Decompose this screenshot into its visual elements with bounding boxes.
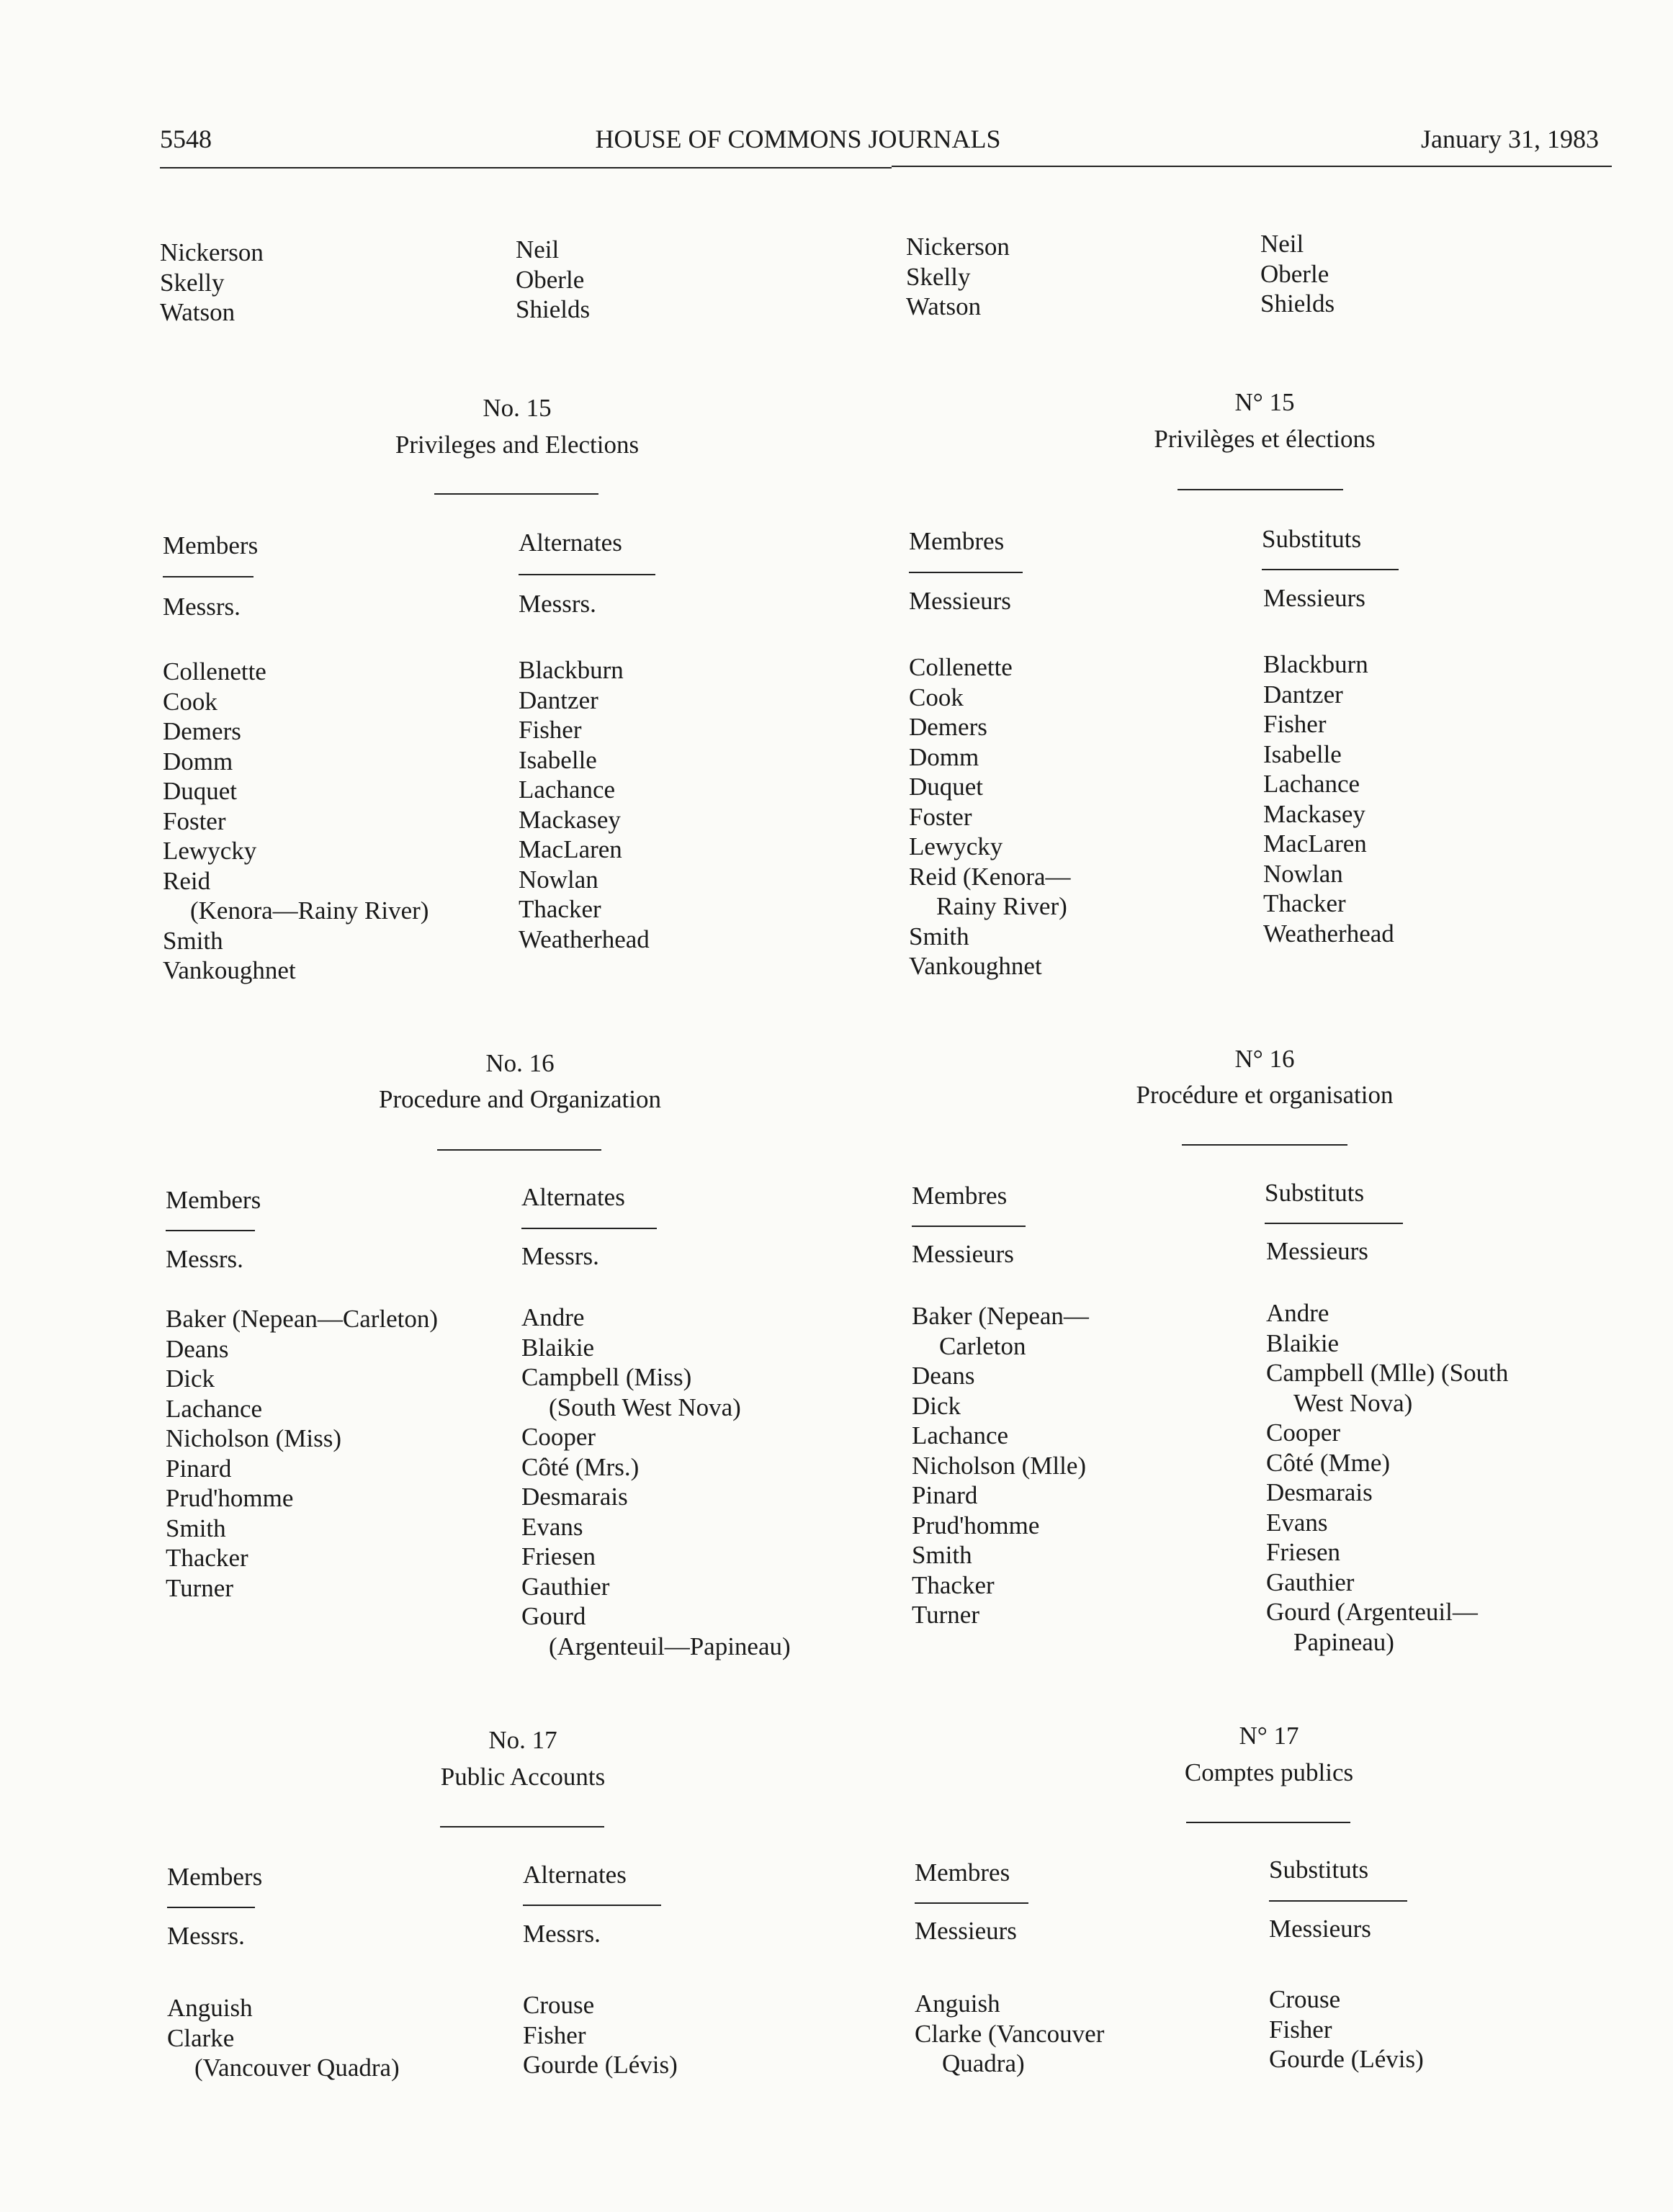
member-list-fr bbox=[915, 1989, 1104, 2079]
list-item: Lachance bbox=[519, 775, 616, 804]
column-rule bbox=[1265, 1223, 1403, 1224]
list-item: Blackburn bbox=[1263, 650, 1368, 678]
list-item: Crouse bbox=[1269, 1985, 1341, 2013]
committee-number-en: No. 17 bbox=[488, 1726, 557, 1754]
list-item: Lewycky bbox=[163, 837, 257, 865]
list-item: Blackburn bbox=[519, 656, 624, 684]
honorific-en: Messrs. bbox=[519, 590, 596, 618]
list-item: Isabelle bbox=[519, 745, 597, 774]
member-list-en bbox=[167, 1993, 400, 2083]
column-rule bbox=[519, 574, 655, 575]
alternate-list-fr bbox=[1263, 649, 1394, 948]
list-item: Lachance bbox=[912, 1421, 1009, 1449]
list-item: Rainy River) bbox=[936, 892, 1067, 920]
list-item: Smith bbox=[909, 922, 969, 950]
list-item: Thacker bbox=[166, 1544, 248, 1572]
column-rule bbox=[167, 1907, 255, 1908]
list-item: Watson bbox=[906, 292, 982, 320]
honorific-fr: Messieurs bbox=[1269, 1915, 1371, 1943]
list-item: Evans bbox=[1266, 1508, 1328, 1537]
page-date: January 31, 1983 bbox=[1421, 125, 1599, 153]
list-item: Blaikie bbox=[1266, 1328, 1340, 1357]
list-item: Smith bbox=[166, 1514, 226, 1542]
list-item: Nickerson bbox=[160, 238, 264, 266]
list-item: Domm bbox=[909, 742, 979, 771]
committee-title-fr: Comptes publics bbox=[1184, 1758, 1354, 1786]
column-header-substituts: Substituts bbox=[1269, 1856, 1369, 1884]
list-item: Fisher bbox=[523, 2020, 586, 2049]
column-header-membres: Membres bbox=[915, 1858, 1010, 1887]
list-item: Cooper bbox=[521, 1423, 596, 1451]
list-item: Andre bbox=[1266, 1299, 1329, 1327]
title-rule bbox=[1178, 489, 1343, 490]
list-item: Mackasey bbox=[519, 805, 621, 834]
list-item: Baker (Nepean—Carleton) bbox=[166, 1305, 439, 1333]
list-item: Fisher bbox=[1263, 710, 1327, 738]
list-item: Campbell (Mlle) (South bbox=[1266, 1359, 1509, 1387]
list-item: Dantzer bbox=[1263, 680, 1343, 709]
list-item: Mackasey bbox=[1263, 799, 1365, 828]
list-item: Deans bbox=[912, 1362, 975, 1390]
column-rule bbox=[909, 572, 1023, 573]
list-item: Nowlan bbox=[1263, 859, 1343, 888]
committee-number-en: No. 15 bbox=[483, 394, 552, 422]
list-item: Clarke bbox=[167, 2023, 235, 2052]
member-list-en bbox=[166, 1304, 438, 1603]
continuation-membres-fr bbox=[906, 232, 1010, 322]
list-item: Duquet bbox=[909, 773, 984, 801]
committee-title-fr: Privilèges et élections bbox=[1154, 425, 1376, 453]
column-rule bbox=[166, 1230, 255, 1231]
committee-number-fr: N° 17 bbox=[1239, 1722, 1299, 1750]
list-item: Baker (Nepean— bbox=[912, 1302, 1089, 1330]
list-item: Blaikie bbox=[521, 1333, 595, 1362]
list-item: Nickerson bbox=[906, 233, 1010, 261]
honorific-en: Messrs. bbox=[166, 1245, 243, 1273]
list-item: Reid (Kenora— bbox=[909, 862, 1071, 891]
column-rule bbox=[1269, 1900, 1407, 1902]
list-item: MacLaren bbox=[1263, 830, 1367, 858]
column-header-alternates: Alternates bbox=[523, 1861, 627, 1889]
alternate-list-fr bbox=[1269, 1984, 1424, 2074]
list-item: Campbell (Miss) bbox=[521, 1363, 692, 1391]
list-item: Lewycky bbox=[909, 832, 1003, 860]
committee-title-en: Public Accounts bbox=[440, 1763, 606, 1791]
column-rule bbox=[1262, 569, 1399, 570]
column-rule bbox=[912, 1226, 1026, 1227]
list-item: Gauthier bbox=[1266, 1568, 1355, 1596]
member-list-fr bbox=[912, 1301, 1089, 1630]
list-item: Fisher bbox=[519, 716, 582, 744]
column-header-membres: Membres bbox=[909, 527, 1005, 555]
list-item: Smith bbox=[912, 1541, 972, 1569]
list-item: Cooper bbox=[1266, 1419, 1341, 1447]
continuation-substituts-fr bbox=[1260, 229, 1335, 319]
list-item: Collenette bbox=[909, 653, 1013, 681]
list-item: Nicholson (Mlle) bbox=[912, 1451, 1087, 1480]
page-number: 5548 bbox=[160, 125, 212, 153]
alternate-list-fr bbox=[1266, 1298, 1508, 1657]
list-item: Andre bbox=[521, 1303, 585, 1331]
list-item: Collenette bbox=[163, 657, 266, 685]
list-item: Dick bbox=[912, 1391, 961, 1420]
committee-title-en: Procedure and Organization bbox=[379, 1085, 661, 1113]
list-item: Thacker bbox=[519, 895, 601, 923]
list-item: West Nova) bbox=[1293, 1388, 1413, 1417]
title-rule bbox=[437, 1149, 601, 1151]
alternate-list-en bbox=[523, 1990, 678, 2080]
list-item: Vankoughnet bbox=[163, 956, 296, 984]
list-item: Foster bbox=[909, 802, 972, 831]
list-item: Prud'homme bbox=[166, 1484, 294, 1512]
column-header-members: Members bbox=[163, 531, 259, 559]
column-header-alternates: Alternates bbox=[521, 1183, 625, 1211]
continuation-members-en bbox=[160, 238, 264, 328]
committee-title-en: Privileges and Elections bbox=[395, 431, 640, 459]
list-item: Turner bbox=[166, 1573, 233, 1602]
list-item: Desmarais bbox=[521, 1483, 628, 1511]
list-item: (Kenora—Rainy River) bbox=[190, 896, 429, 925]
column-header-membres: Membres bbox=[912, 1182, 1008, 1210]
honorific-fr: Messieurs bbox=[1266, 1237, 1368, 1265]
list-item: Neil bbox=[1260, 230, 1304, 258]
column-header-alternates: Alternates bbox=[519, 529, 622, 557]
list-item: Vankoughnet bbox=[909, 952, 1042, 980]
column-rule bbox=[521, 1228, 657, 1229]
list-item: Gourd bbox=[521, 1602, 586, 1630]
list-item: Weatherhead bbox=[1263, 919, 1394, 948]
list-item: Shields bbox=[516, 295, 591, 323]
list-item: Evans bbox=[521, 1512, 583, 1541]
list-item: Smith bbox=[163, 926, 223, 955]
list-item: Fisher bbox=[1269, 2015, 1332, 2044]
list-item: Papineau) bbox=[1293, 1627, 1394, 1656]
list-item: Clarke (Vancouver bbox=[915, 2019, 1105, 2048]
title-rule bbox=[440, 1826, 604, 1827]
list-item: Côté (Mrs.) bbox=[521, 1452, 640, 1481]
list-item: Cook bbox=[163, 687, 217, 716]
list-item: Isabelle bbox=[1263, 739, 1342, 768]
list-item: Gourd (Argenteuil— bbox=[1266, 1598, 1478, 1626]
list-item: Neil bbox=[516, 235, 560, 264]
list-item: Pinard bbox=[166, 1454, 232, 1483]
title-rule bbox=[1182, 1144, 1347, 1146]
list-item: Nowlan bbox=[519, 865, 598, 894]
list-item: Lachance bbox=[1263, 770, 1360, 798]
list-item: Nicholson (Miss) bbox=[166, 1424, 342, 1452]
title-rule bbox=[434, 493, 598, 495]
list-item: Skelly bbox=[160, 268, 225, 297]
committee-number-fr: N° 15 bbox=[1234, 388, 1295, 416]
column-rule bbox=[163, 576, 254, 577]
list-item: Dick bbox=[166, 1364, 215, 1393]
list-item: Crouse bbox=[523, 1991, 595, 2019]
committee-number-fr: N° 16 bbox=[1234, 1045, 1295, 1073]
honorific-fr: Messieurs bbox=[912, 1240, 1014, 1268]
honorific-en: Messrs. bbox=[167, 1922, 245, 1950]
list-item: Demers bbox=[163, 717, 241, 745]
list-item: Domm bbox=[163, 747, 233, 775]
list-item: Desmarais bbox=[1266, 1478, 1373, 1506]
column-rule bbox=[915, 1902, 1028, 1904]
list-item: Duquet bbox=[163, 777, 238, 805]
list-item: Oberle bbox=[516, 265, 585, 294]
list-item: (Argenteuil—Papineau) bbox=[549, 1632, 791, 1660]
list-item: Thacker bbox=[1263, 889, 1346, 917]
honorific-fr: Messieurs bbox=[909, 587, 1011, 615]
list-item: Gauthier bbox=[521, 1572, 610, 1601]
committee-number-en: No. 16 bbox=[485, 1049, 555, 1077]
list-item: Prud'homme bbox=[912, 1511, 1040, 1539]
honorific-en: Messrs. bbox=[521, 1242, 599, 1270]
alternate-list-en bbox=[521, 1303, 791, 1661]
list-item: Watson bbox=[160, 298, 236, 326]
column-header-members: Members bbox=[166, 1186, 261, 1214]
list-item: Shields bbox=[1260, 289, 1335, 318]
list-item: MacLaren bbox=[519, 835, 622, 863]
list-item: Cook bbox=[909, 683, 964, 711]
honorific-en: Messrs. bbox=[163, 593, 241, 621]
list-item: Weatherhead bbox=[519, 925, 650, 953]
honorific-fr: Messieurs bbox=[915, 1917, 1017, 1945]
column-header-members: Members bbox=[167, 1863, 263, 1891]
list-item: Gourde (Lévis) bbox=[523, 2051, 678, 2079]
list-item: Skelly bbox=[906, 262, 971, 291]
member-list-fr bbox=[909, 652, 1071, 981]
title-rule bbox=[1186, 1822, 1350, 1823]
list-item: Foster bbox=[163, 806, 226, 835]
honorific-en: Messrs. bbox=[523, 1920, 601, 1948]
column-header-substituts: Substituts bbox=[1262, 525, 1362, 553]
list-item: Carleton bbox=[939, 1331, 1026, 1360]
header-rule bbox=[160, 167, 892, 168]
alternate-list-en bbox=[519, 655, 650, 954]
continuation-alternates-en bbox=[516, 235, 590, 325]
list-item: Lachance bbox=[166, 1394, 263, 1423]
list-item: Anguish bbox=[915, 1990, 1000, 2018]
list-item: Côté (Mme) bbox=[1266, 1448, 1391, 1477]
list-item: Quadra) bbox=[942, 2049, 1025, 2077]
list-item: Deans bbox=[166, 1334, 229, 1363]
list-item: Anguish bbox=[167, 1994, 253, 2022]
list-item: Reid bbox=[163, 866, 211, 895]
journal-title: HOUSE OF COMMONS JOURNALS bbox=[595, 125, 1001, 153]
list-item: Dantzer bbox=[519, 685, 598, 714]
list-item: Thacker bbox=[912, 1570, 995, 1599]
list-item: Friesen bbox=[521, 1542, 596, 1570]
list-item: Demers bbox=[909, 713, 987, 741]
list-item: (Vancouver Quadra) bbox=[194, 2054, 400, 2082]
member-list-en bbox=[163, 657, 429, 986]
list-item: Friesen bbox=[1266, 1538, 1341, 1566]
list-item: Pinard bbox=[912, 1481, 978, 1509]
list-item: (South West Nova) bbox=[549, 1393, 741, 1421]
column-rule bbox=[523, 1905, 661, 1906]
list-item: Turner bbox=[912, 1601, 979, 1629]
committee-title-fr: Procédure et organisation bbox=[1136, 1081, 1394, 1109]
list-item: Gourde (Lévis) bbox=[1269, 2045, 1424, 2073]
column-header-substituts: Substituts bbox=[1265, 1179, 1365, 1207]
list-item: Oberle bbox=[1260, 259, 1329, 288]
header-rule-right bbox=[892, 166, 1612, 167]
honorific-fr: Messieurs bbox=[1263, 584, 1365, 612]
